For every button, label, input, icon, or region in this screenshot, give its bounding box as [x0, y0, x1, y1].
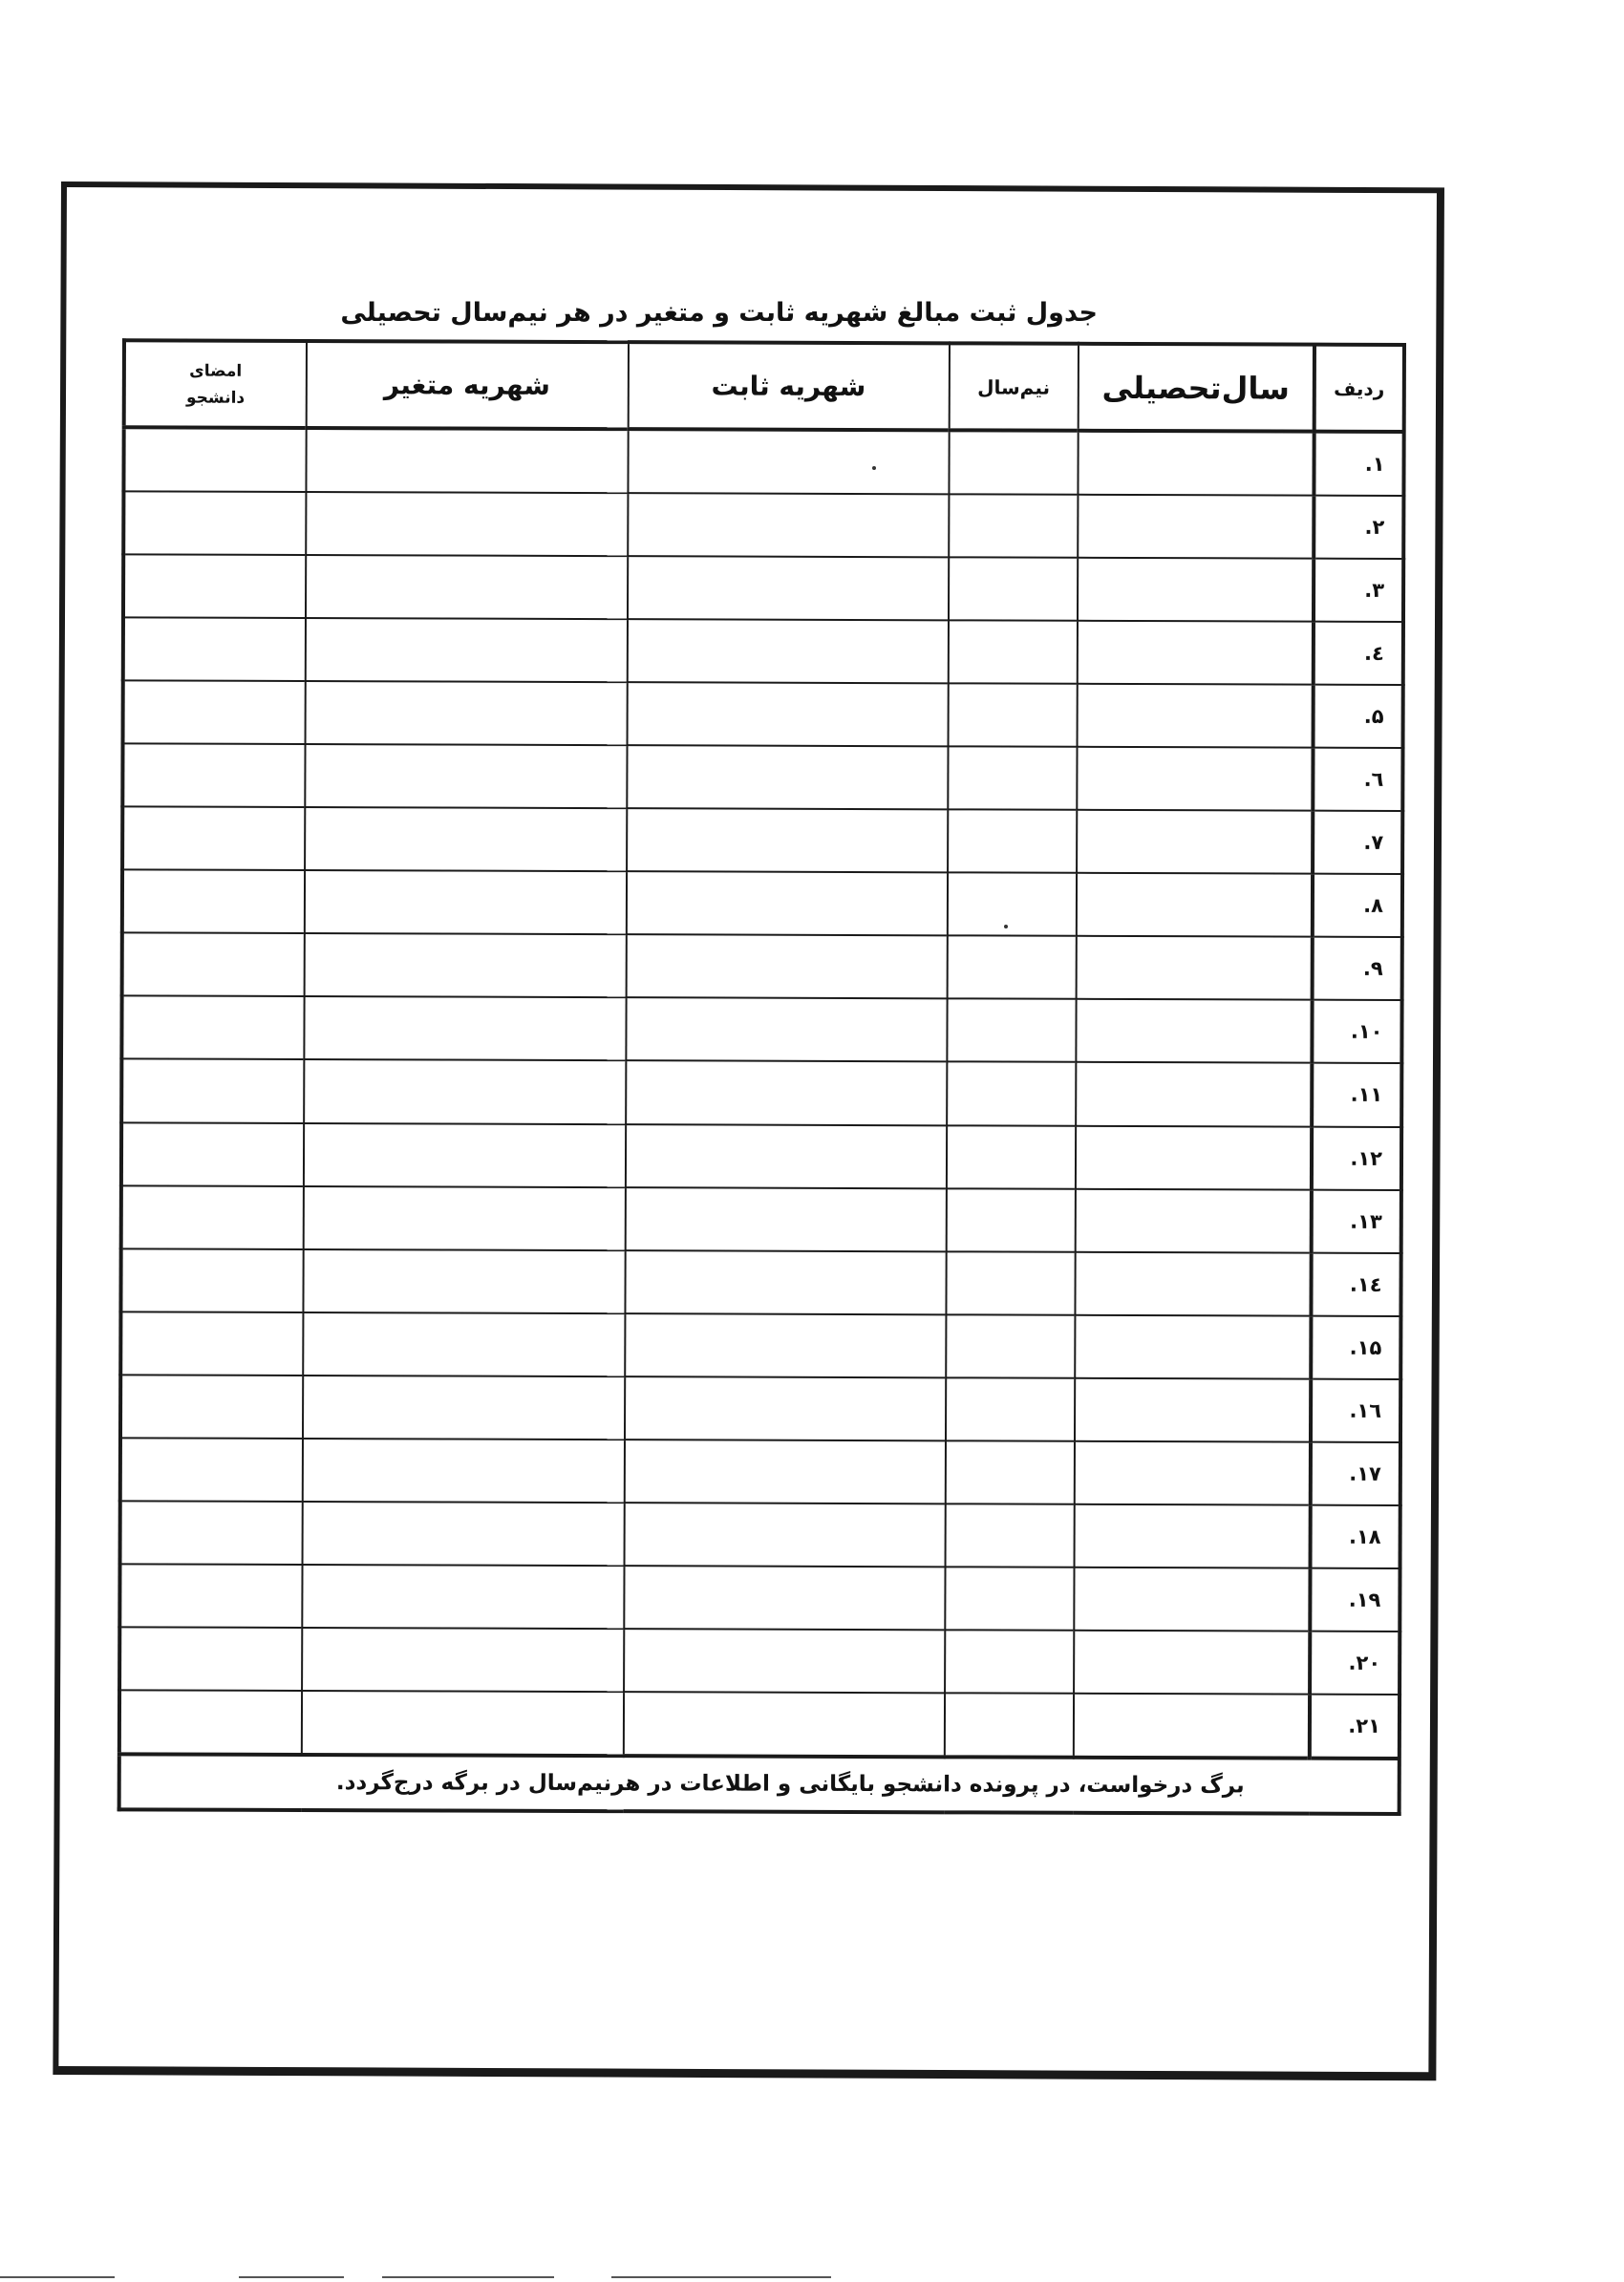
cell-semester[interactable] [947, 936, 1077, 1000]
cell-semester[interactable] [947, 1062, 1077, 1126]
row-number: ۲۰. [1310, 1632, 1400, 1695]
cell-fixed-tuition[interactable] [628, 493, 949, 557]
table-row [119, 1627, 1400, 1695]
cell-fixed-tuition[interactable] [627, 682, 948, 746]
cell-variable-tuition[interactable] [305, 744, 627, 808]
cell-academic-year[interactable] [1075, 1504, 1311, 1568]
tuition-table [118, 338, 1406, 1816]
cell-variable-tuition[interactable] [302, 1502, 624, 1566]
row-number: ۱۰. [1312, 1000, 1402, 1063]
table-row [122, 744, 1402, 812]
row-number: ۳. [1314, 559, 1404, 622]
cell-student-signature[interactable] [123, 491, 306, 555]
cell-semester[interactable] [946, 1314, 1076, 1378]
table-row [123, 427, 1403, 496]
table-row [120, 1312, 1400, 1379]
cell-academic-year[interactable] [1076, 1188, 1312, 1252]
cell-fixed-tuition[interactable] [626, 871, 947, 935]
cell-variable-tuition[interactable] [301, 1691, 623, 1756]
cell-academic-year[interactable] [1074, 1631, 1310, 1695]
cell-variable-tuition[interactable] [304, 933, 626, 997]
cell-fixed-tuition[interactable] [627, 808, 948, 872]
cell-semester[interactable] [948, 620, 1078, 684]
cell-variable-tuition[interactable] [305, 618, 627, 682]
cell-fixed-tuition[interactable] [624, 1629, 945, 1693]
cell-student-signature[interactable] [122, 870, 305, 934]
cell-academic-year[interactable] [1078, 621, 1314, 685]
cell-variable-tuition[interactable] [303, 1186, 625, 1250]
cell-fixed-tuition[interactable] [626, 1061, 947, 1125]
table-row [120, 1375, 1400, 1442]
cell-variable-tuition[interactable] [304, 870, 626, 934]
cell-student-signature[interactable] [123, 681, 306, 745]
cell-academic-year[interactable] [1075, 1441, 1311, 1505]
cell-variable-tuition[interactable] [302, 1628, 624, 1692]
cell-student-signature[interactable] [122, 933, 305, 997]
table-row [122, 933, 1402, 1001]
cell-semester[interactable] [944, 1693, 1074, 1758]
table-row [120, 1438, 1400, 1505]
cell-student-signature[interactable] [123, 617, 306, 681]
row-number: ۱. [1314, 432, 1404, 496]
cell-semester[interactable] [947, 873, 1077, 937]
cell-variable-tuition[interactable] [304, 1122, 626, 1186]
cell-academic-year[interactable] [1076, 1062, 1312, 1126]
cell-semester[interactable] [949, 494, 1079, 558]
header-fixed-tuition: شهریه ثابت [628, 342, 949, 430]
table-row [122, 870, 1402, 938]
row-number: ٤. [1313, 622, 1403, 685]
cell-semester[interactable] [948, 747, 1078, 811]
scan-speck [872, 466, 876, 470]
cell-academic-year[interactable] [1076, 999, 1312, 1063]
cell-variable-tuition[interactable] [302, 1565, 624, 1629]
row-number: ۵. [1313, 685, 1403, 748]
cell-academic-year[interactable] [1077, 747, 1313, 811]
row-number: ۷. [1313, 811, 1403, 874]
cell-student-signature[interactable] [119, 1690, 302, 1755]
cell-academic-year[interactable] [1074, 1568, 1310, 1632]
cell-fixed-tuition[interactable] [624, 1503, 945, 1567]
cell-student-signature[interactable] [120, 1501, 303, 1565]
table-row [120, 1248, 1400, 1316]
row-number: ٦. [1313, 748, 1403, 811]
header-row [124, 340, 1404, 432]
row-number: ۱۸. [1310, 1504, 1400, 1568]
table-row [121, 996, 1401, 1064]
table-row [121, 1059, 1401, 1127]
scan-edge-line [726, 2276, 831, 2278]
cell-academic-year[interactable] [1078, 558, 1314, 622]
cell-semester[interactable] [949, 430, 1079, 495]
cell-student-signature[interactable] [122, 807, 305, 871]
cell-fixed-tuition[interactable] [625, 1313, 946, 1377]
header-variable-tuition: شهریه متغیر [306, 341, 628, 429]
row-number: ۲۱. [1310, 1695, 1400, 1759]
row-number: ۱٦. [1311, 1378, 1401, 1441]
cell-fixed-tuition[interactable] [625, 1376, 946, 1440]
header-student-signature [124, 340, 307, 428]
header-semester: نیم‌سال [949, 343, 1079, 430]
cell-student-signature[interactable] [120, 1438, 303, 1502]
cell-academic-year[interactable] [1075, 1314, 1311, 1378]
cell-academic-year[interactable] [1077, 936, 1313, 1000]
cell-fixed-tuition[interactable] [625, 1187, 946, 1251]
cell-student-signature[interactable] [121, 1059, 304, 1123]
cell-student-signature[interactable] [121, 1122, 304, 1186]
cell-fixed-tuition[interactable] [626, 935, 947, 999]
cell-student-signature[interactable] [120, 1375, 303, 1439]
row-number: ۱۳. [1311, 1189, 1401, 1252]
cell-academic-year[interactable] [1077, 810, 1313, 874]
cell-student-signature[interactable] [120, 1248, 303, 1312]
row-number: ۹. [1312, 937, 1402, 1000]
row-number: ۱۱. [1312, 1063, 1402, 1126]
cell-fixed-tuition[interactable] [623, 1692, 944, 1757]
row-number: ۱۷. [1310, 1441, 1400, 1504]
cell-variable-tuition[interactable] [306, 555, 628, 619]
cell-student-signature[interactable] [119, 1564, 302, 1628]
cell-variable-tuition[interactable] [303, 1312, 625, 1376]
table-header [124, 340, 1404, 432]
table-row [123, 681, 1403, 749]
row-number: ۲. [1314, 496, 1404, 559]
cell-semester[interactable] [945, 1630, 1075, 1694]
footer-row [119, 1754, 1400, 1814]
cell-academic-year[interactable] [1076, 1125, 1312, 1189]
cell-semester[interactable] [945, 1504, 1075, 1568]
cell-academic-year[interactable] [1075, 1377, 1311, 1441]
cell-semester[interactable] [949, 557, 1079, 621]
cell-fixed-tuition[interactable] [626, 1124, 947, 1188]
table-row [120, 1501, 1400, 1568]
table-footer [119, 1754, 1400, 1814]
cell-variable-tuition[interactable] [306, 492, 628, 556]
table-row [121, 1185, 1401, 1253]
row-number: ۱۹. [1310, 1568, 1400, 1631]
cell-fixed-tuition[interactable] [628, 429, 949, 494]
cell-semester[interactable] [948, 810, 1078, 874]
cell-academic-year[interactable] [1078, 431, 1314, 496]
cell-semester[interactable] [946, 1377, 1076, 1441]
cell-student-signature[interactable] [121, 1185, 304, 1249]
row-number: ۱٤. [1311, 1252, 1401, 1315]
cell-fixed-tuition[interactable] [625, 1250, 946, 1314]
header-signature-line2: دانشجو [185, 388, 246, 408]
footer-note: برگ درخواست، در پرونده دانشجو بایگانی و اطلاعات در هرنیم‌سال در برگه درج‌گردد. [119, 1754, 1400, 1814]
table-row [123, 491, 1403, 559]
cell-fixed-tuition[interactable] [626, 998, 947, 1062]
cell-semester[interactable] [946, 1188, 1076, 1252]
cell-student-signature[interactable] [122, 744, 305, 808]
header-row-number: ردیف [1314, 345, 1404, 432]
cell-student-signature[interactable] [123, 427, 306, 492]
row-number: ۱۲. [1312, 1126, 1402, 1189]
cell-variable-tuition[interactable] [302, 1439, 624, 1503]
cell-student-signature[interactable] [119, 1627, 302, 1691]
cell-fixed-tuition[interactable] [624, 1566, 945, 1630]
form-title: جدول ثبت مبالغ شهریه ثابت و متغیر در هر نیم‌سال تحصیلی [340, 298, 1098, 328]
scan-edge-line [0, 2276, 115, 2278]
cell-student-signature[interactable] [121, 996, 304, 1060]
table-row [119, 1564, 1400, 1632]
header-academic-year: سال‌تحصیلی [1079, 344, 1314, 432]
cell-variable-tuition[interactable] [303, 1376, 625, 1440]
table-row [119, 1690, 1400, 1759]
cell-academic-year[interactable] [1075, 1251, 1311, 1315]
scan-edge-line [382, 2276, 554, 2278]
cell-variable-tuition[interactable] [305, 681, 627, 745]
cell-variable-tuition[interactable] [304, 996, 626, 1060]
cell-semester[interactable] [946, 1251, 1076, 1315]
cell-student-signature[interactable] [123, 554, 306, 618]
cell-semester[interactable] [947, 1125, 1077, 1189]
cell-variable-tuition[interactable] [303, 1249, 625, 1313]
cell-semester[interactable] [947, 999, 1077, 1063]
cell-semester[interactable] [945, 1567, 1075, 1631]
scan-speck [1004, 925, 1008, 928]
table-row [123, 617, 1403, 685]
row-number: ۱۵. [1311, 1315, 1401, 1378]
cell-fixed-tuition[interactable] [627, 745, 948, 809]
header-signature-line1: امضای [189, 361, 243, 381]
cell-academic-year[interactable] [1077, 873, 1313, 937]
cell-variable-tuition[interactable] [304, 1059, 626, 1123]
scan-edge-line [239, 2276, 344, 2278]
cell-semester[interactable] [948, 684, 1078, 748]
cell-variable-tuition[interactable] [306, 428, 628, 493]
table-row [121, 1122, 1401, 1190]
cell-student-signature[interactable] [120, 1312, 303, 1376]
cell-fixed-tuition[interactable] [628, 556, 949, 620]
cell-semester[interactable] [945, 1440, 1075, 1504]
table-row [123, 554, 1403, 622]
row-number: ۸. [1313, 874, 1403, 937]
cell-variable-tuition[interactable] [305, 807, 627, 871]
cell-academic-year[interactable] [1078, 684, 1314, 748]
cell-academic-year[interactable] [1078, 495, 1314, 559]
table-body [119, 427, 1404, 1759]
cell-fixed-tuition[interactable] [624, 1440, 945, 1504]
cell-fixed-tuition[interactable] [627, 619, 948, 683]
cell-academic-year[interactable] [1074, 1694, 1310, 1759]
table-row [122, 807, 1402, 875]
